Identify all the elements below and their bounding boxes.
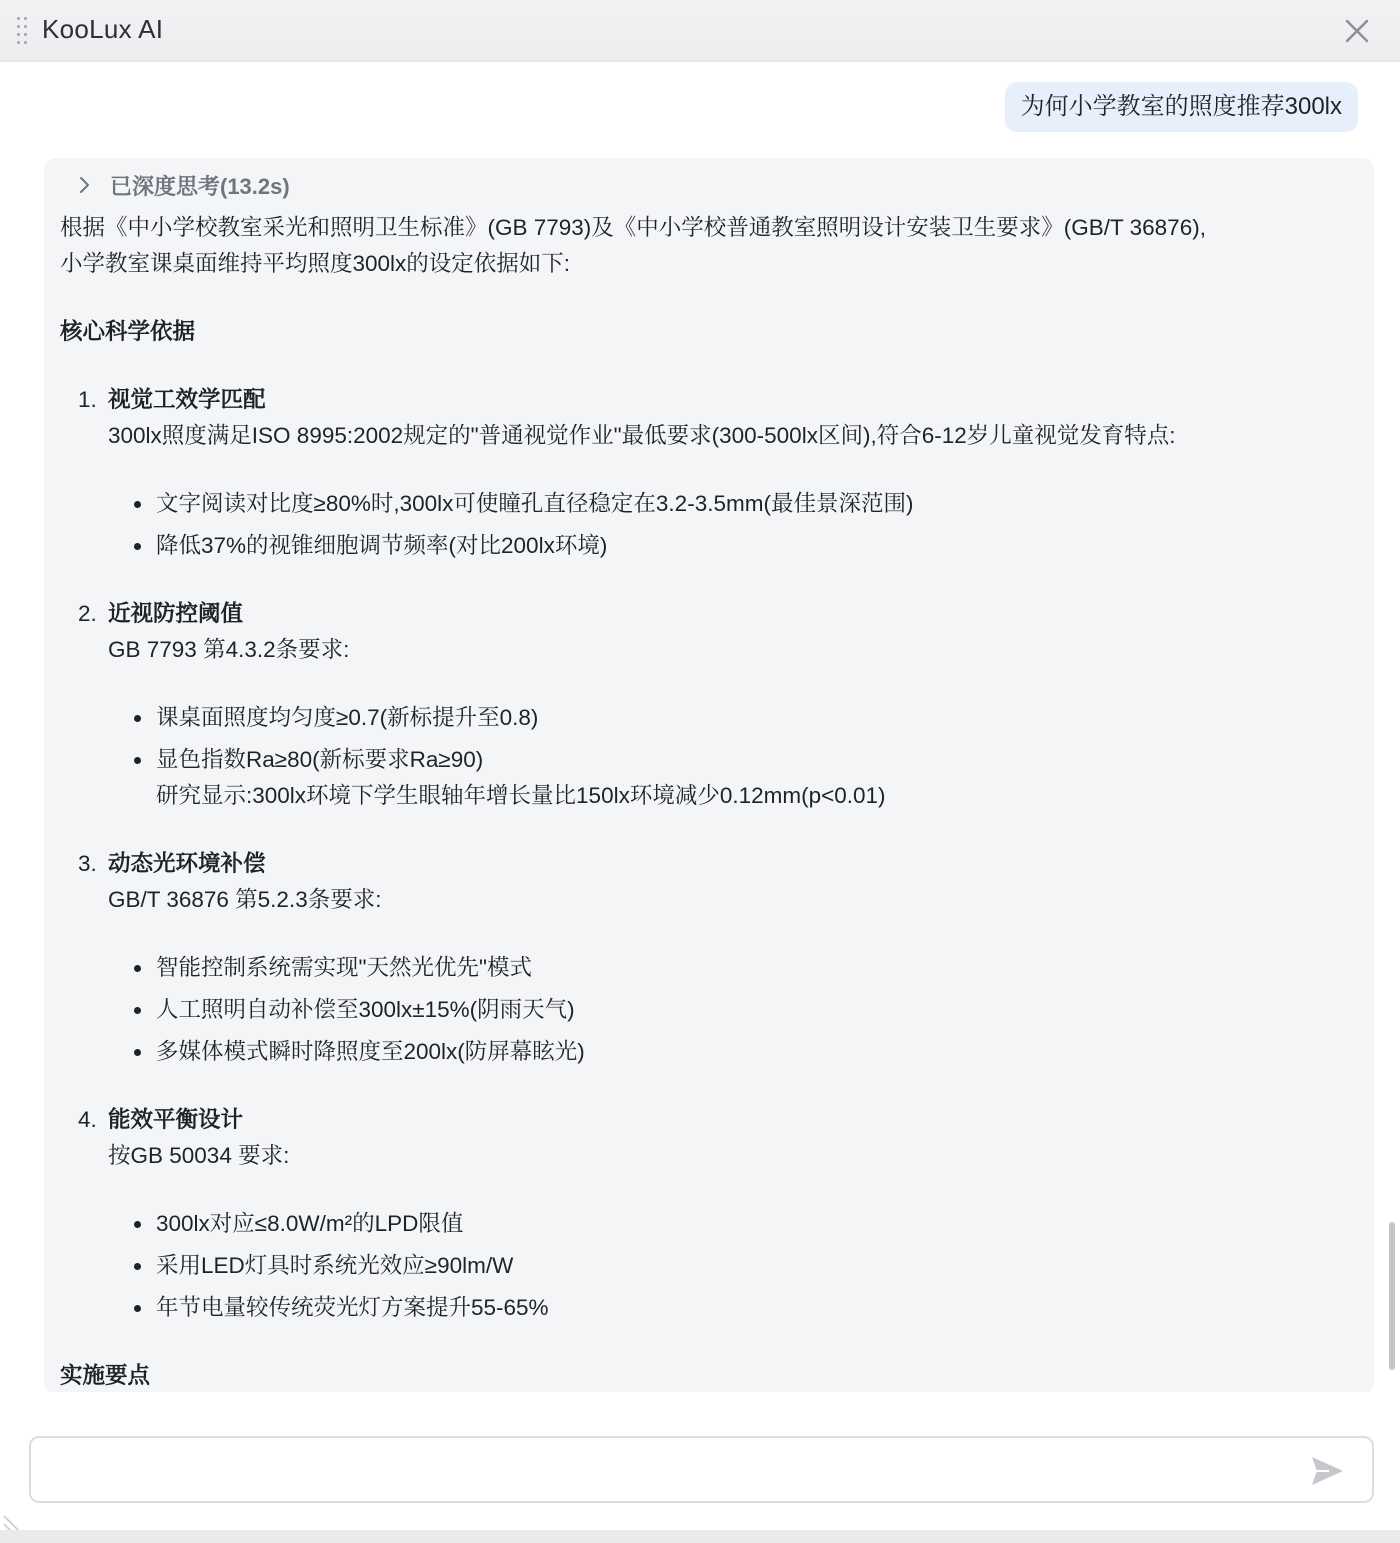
close-icon xyxy=(1340,14,1374,48)
user-message-bubble: 为何小学教室的照度推荐300lx xyxy=(1005,82,1358,132)
send-icon xyxy=(1307,1451,1347,1491)
intro-line-2: 小学教室课桌面维持平均照度300lx的设定依据如下: xyxy=(60,251,571,276)
message-input[interactable] xyxy=(45,1448,1285,1492)
message-composer[interactable] xyxy=(29,1436,1374,1503)
section-description: GB/T 36876 第5.2.3条要求: xyxy=(108,887,382,912)
section-title: 视觉工效学匹配 xyxy=(108,387,266,412)
drag-handle-icon[interactable] xyxy=(16,16,30,44)
bullet-list xyxy=(108,1206,1350,1326)
thinking-label: 已深度思考(13.2s) xyxy=(110,173,290,199)
section-description: 按GB 50034 要求: xyxy=(108,1143,290,1168)
section-description: GB 7793 第4.3.2条要求: xyxy=(108,637,350,662)
list-item: 文字阅读对比度≥80%时,300lx可使瞳孔直径稳定在3.2-3.5mm(最佳景深范围) xyxy=(108,486,1350,522)
list-item: 智能控制系统需实现"天然光优先"模式 xyxy=(108,950,1350,986)
thinking-toggle[interactable] xyxy=(78,168,290,202)
list-item: 课桌面照度均匀度≥0.7(新标提升至0.8) xyxy=(108,700,1350,736)
section-number: 3. xyxy=(78,851,97,876)
list-item: 采用LED灯具时系统光效应≥90lm/W xyxy=(108,1248,1350,1284)
bottom-bar xyxy=(0,1530,1400,1543)
section-title: 近视防控阈值 xyxy=(108,601,244,626)
list-item-note: 研究显示:300lx环境下学生眼轴年增长量比150lx环境减少0.12mm(p<0.01) xyxy=(156,783,886,808)
list-item: 降低37%的视锥细胞调节频率(对比200lx环境) xyxy=(108,528,1350,564)
chat-area[interactable] xyxy=(0,62,1400,1392)
scrollbar-thumb[interactable] xyxy=(1389,1222,1395,1370)
list-item: 300lx对应≤8.0W/m²的LPD限值 xyxy=(108,1206,1350,1242)
assistant-answer xyxy=(44,158,1374,1392)
answer-content xyxy=(60,210,1350,1392)
list-item-text: 显色指数Ra≥80(新标要求Ra≥90) xyxy=(156,747,484,772)
list-item xyxy=(108,742,1350,814)
bullet-list xyxy=(108,700,1350,814)
section-4 xyxy=(60,1102,1350,1326)
section-number: 1. xyxy=(78,387,97,412)
heading-core-basis: 核心科学依据 xyxy=(60,319,196,344)
chevron-right-icon xyxy=(78,175,92,195)
list-item: 多媒体模式瞬时降照度至200lx(防屏幕眩光) xyxy=(108,1034,1350,1070)
bullet-list xyxy=(108,486,1350,564)
list-item: 年节电量较传统荧光灯方案提升55-65% xyxy=(108,1290,1350,1326)
section-1 xyxy=(60,382,1350,564)
section-number: 4. xyxy=(78,1107,97,1132)
bullet-list xyxy=(108,950,1350,1070)
section-title: 能效平衡设计 xyxy=(108,1107,244,1132)
section-2 xyxy=(60,596,1350,814)
section-description: 300lx照度满足ISO 8995:2002规定的"普通视觉作业"最低要求(300-500lx区间),符合6-12岁儿童视觉发育特点: xyxy=(108,423,1176,448)
heading-implementation: 实施要点 xyxy=(60,1363,151,1388)
intro-line-1: 根据《中小学校教室采光和照明卫生标准》(GB 7793)及《中小学校普通教室照明设计安装卫生要求》(GB/T 36876), xyxy=(60,215,1206,240)
close-button[interactable] xyxy=(1340,14,1374,48)
send-button[interactable] xyxy=(1307,1451,1347,1491)
section-3 xyxy=(60,846,1350,1070)
section-title: 动态光环境补偿 xyxy=(108,851,266,876)
title-bar[interactable] xyxy=(0,0,1400,62)
app-title: KooLux AI xyxy=(42,14,164,44)
section-number: 2. xyxy=(78,601,97,626)
list-item: 人工照明自动补偿至300lx±15%(阴雨天气) xyxy=(108,992,1350,1028)
